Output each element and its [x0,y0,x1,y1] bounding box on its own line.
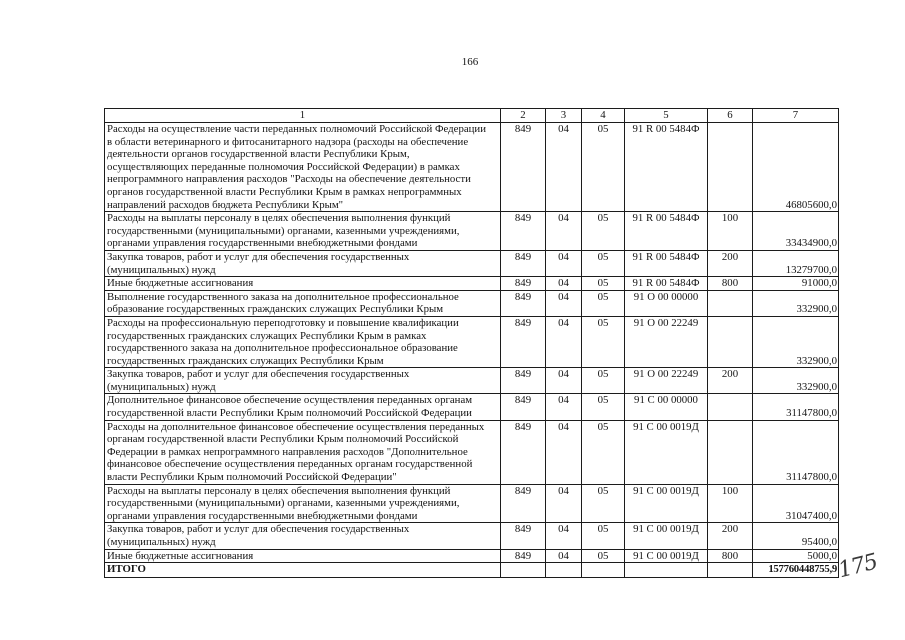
column-header-3: 3 [546,109,582,123]
cell-subsection: 05 [582,394,625,420]
budget-table [104,108,839,578]
cell-target-item: 91 О 00 22249 [625,316,708,367]
cell-ministry-code: 849 [501,212,546,251]
column-number-header-row [105,109,839,123]
total-label: ИТОГО [105,563,501,578]
cell-section: 04 [546,123,582,212]
cell-subsection: 05 [582,212,625,251]
table-row [105,368,839,394]
total-amount: 157760448755,9 [753,563,839,578]
cell-amount: 332900,0 [753,316,839,367]
cell-expense-type: 800 [708,277,753,291]
cell-amount: 33434900,0 [753,212,839,251]
cell-amount: 13279700,0 [753,250,839,276]
cell-section: 04 [546,420,582,484]
cell-target-item: 91 О 00 00000 [625,290,708,316]
table-row [105,316,839,367]
table-row [105,250,839,276]
cell-subsection: 05 [582,368,625,394]
total-empty-cell [546,563,582,578]
row-description: Расходы на выплаты персоналу в целях обеспечения выполнения функций государственными (муниципальными) органами, казенными учреждениями, органами управления государственными внебюджетными фондами [105,212,501,251]
page-number: 166 [461,56,479,68]
cell-amount: 31047400,0 [753,484,839,523]
cell-expense-type [708,420,753,484]
row-description: Закупка товаров, работ и услуг для обеспечения государственных (муниципальных) нужд [105,523,501,549]
cell-ministry-code: 849 [501,277,546,291]
cell-expense-type: 100 [708,484,753,523]
cell-ministry-code: 849 [501,290,546,316]
table-row [105,277,839,291]
cell-ministry-code: 849 [501,316,546,367]
cell-subsection: 05 [582,420,625,484]
cell-section: 04 [546,484,582,523]
row-description: Иные бюджетные ассигнования [105,277,501,291]
cell-ministry-code: 849 [501,394,546,420]
row-description: Дополнительное финансовое обеспечение осуществления переданных органам государственной власти Республики Крым полномочий Российской Федерации [105,394,501,420]
cell-ministry-code: 849 [501,123,546,212]
cell-expense-type [708,290,753,316]
table-row [105,290,839,316]
cell-subsection: 05 [582,316,625,367]
table-row [105,523,839,549]
row-description: Расходы на дополнительное финансовое обеспечение осуществления переданных органам государственной власти Республики Крым полномочий Российской Федерации в рамках непрограммного направления расходов "Дополнительное финансовое обеспечение осуществления переданных органам государственной власти Республики Крым полномочий Российской Федерации" [105,420,501,484]
cell-amount: 31147800,0 [753,394,839,420]
cell-amount: 31147800,0 [753,420,839,484]
cell-amount: 91000,0 [753,277,839,291]
cell-ministry-code: 849 [501,549,546,563]
cell-amount: 332900,0 [753,368,839,394]
cell-section: 04 [546,368,582,394]
table-row [105,549,839,563]
cell-target-item: 91 R 00 5484Ф [625,212,708,251]
cell-ministry-code: 849 [501,484,546,523]
cell-ministry-code: 849 [501,368,546,394]
cell-section: 04 [546,277,582,291]
cell-section: 04 [546,523,582,549]
cell-amount: 95400,0 [753,523,839,549]
cell-target-item: 91 О 00 22249 [625,368,708,394]
cell-section: 04 [546,212,582,251]
total-empty-cell [708,563,753,578]
table-row [105,212,839,251]
cell-target-item: 91 R 00 5484Ф [625,277,708,291]
row-description: Расходы на осуществление части переданных полномочий Российской Федерации в области ветеринарного и фитосанитарного надзора (расходы на обеспечение деятельности органов государственной власти Республики Крым, осуществляющих переданные полномочия Российской Федерации) в рамках непрограммного направления расходов "Расходы на обеспечение деятельности органов государственной власти Республики Крым в рамках непрограммных направлений расходов бюджета Республики Крым" [105,123,501,212]
row-description: Расходы на профессиональную переподготовку и повышение квалификации государственных гражданских служащих Республики Крым в рамках государственного заказа на дополнительное профессиональное образование государственных гражданских служащих Республики Крым [105,316,501,367]
cell-target-item: 91 С 00 00000 [625,394,708,420]
cell-expense-type: 200 [708,368,753,394]
row-description: Расходы на выплаты персоналу в целях обеспечения выполнения функций государственными (муниципальными) органами, казенными учреждениями, органами управления государственными внебюджетными фондами [105,484,501,523]
cell-subsection: 05 [582,123,625,212]
column-header-5: 5 [625,109,708,123]
cell-amount: 5000,0 [753,549,839,563]
cell-expense-type [708,123,753,212]
cell-target-item: 91 С 00 0019Д [625,484,708,523]
cell-subsection: 05 [582,250,625,276]
table-row [105,420,839,484]
row-description: Выполнение государственного заказа на дополнительное профессиональное образование государственных гражданских служащих Республики Крым [105,290,501,316]
total-empty-cell [501,563,546,578]
cell-section: 04 [546,549,582,563]
cell-subsection: 05 [582,523,625,549]
cell-expense-type: 100 [708,212,753,251]
cell-subsection: 05 [582,549,625,563]
cell-section: 04 [546,394,582,420]
total-row [105,563,839,578]
total-empty-cell [625,563,708,578]
handwritten-sheet-number: 175 [835,549,880,584]
column-header-1: 1 [105,109,501,123]
cell-expense-type [708,394,753,420]
cell-subsection: 05 [582,290,625,316]
cell-amount: 332900,0 [753,290,839,316]
cell-expense-type: 200 [708,523,753,549]
cell-amount: 46805600,0 [753,123,839,212]
cell-expense-type: 200 [708,250,753,276]
row-description: Закупка товаров, работ и услуг для обеспечения государственных (муниципальных) нужд [105,250,501,276]
cell-target-item: 91 R 00 5484Ф [625,123,708,212]
cell-section: 04 [546,316,582,367]
row-description: Закупка товаров, работ и услуг для обеспечения государственных (муниципальных) нужд [105,368,501,394]
column-header-4: 4 [582,109,625,123]
table-row [105,484,839,523]
cell-ministry-code: 849 [501,420,546,484]
cell-target-item: 91 С 00 0019Д [625,420,708,484]
cell-subsection: 05 [582,484,625,523]
cell-expense-type: 800 [708,549,753,563]
total-empty-cell [582,563,625,578]
cell-section: 04 [546,250,582,276]
cell-subsection: 05 [582,277,625,291]
column-header-7: 7 [753,109,839,123]
column-header-2: 2 [501,109,546,123]
table-row [105,394,839,420]
cell-ministry-code: 849 [501,523,546,549]
cell-ministry-code: 849 [501,250,546,276]
cell-target-item: 91 С 00 0019Д [625,549,708,563]
cell-section: 04 [546,290,582,316]
cell-expense-type [708,316,753,367]
cell-target-item: 91 С 00 0019Д [625,523,708,549]
column-header-6: 6 [708,109,753,123]
table-body [105,109,839,578]
row-description: Иные бюджетные ассигнования [105,549,501,563]
cell-target-item: 91 R 00 5484Ф [625,250,708,276]
table-row [105,123,839,212]
